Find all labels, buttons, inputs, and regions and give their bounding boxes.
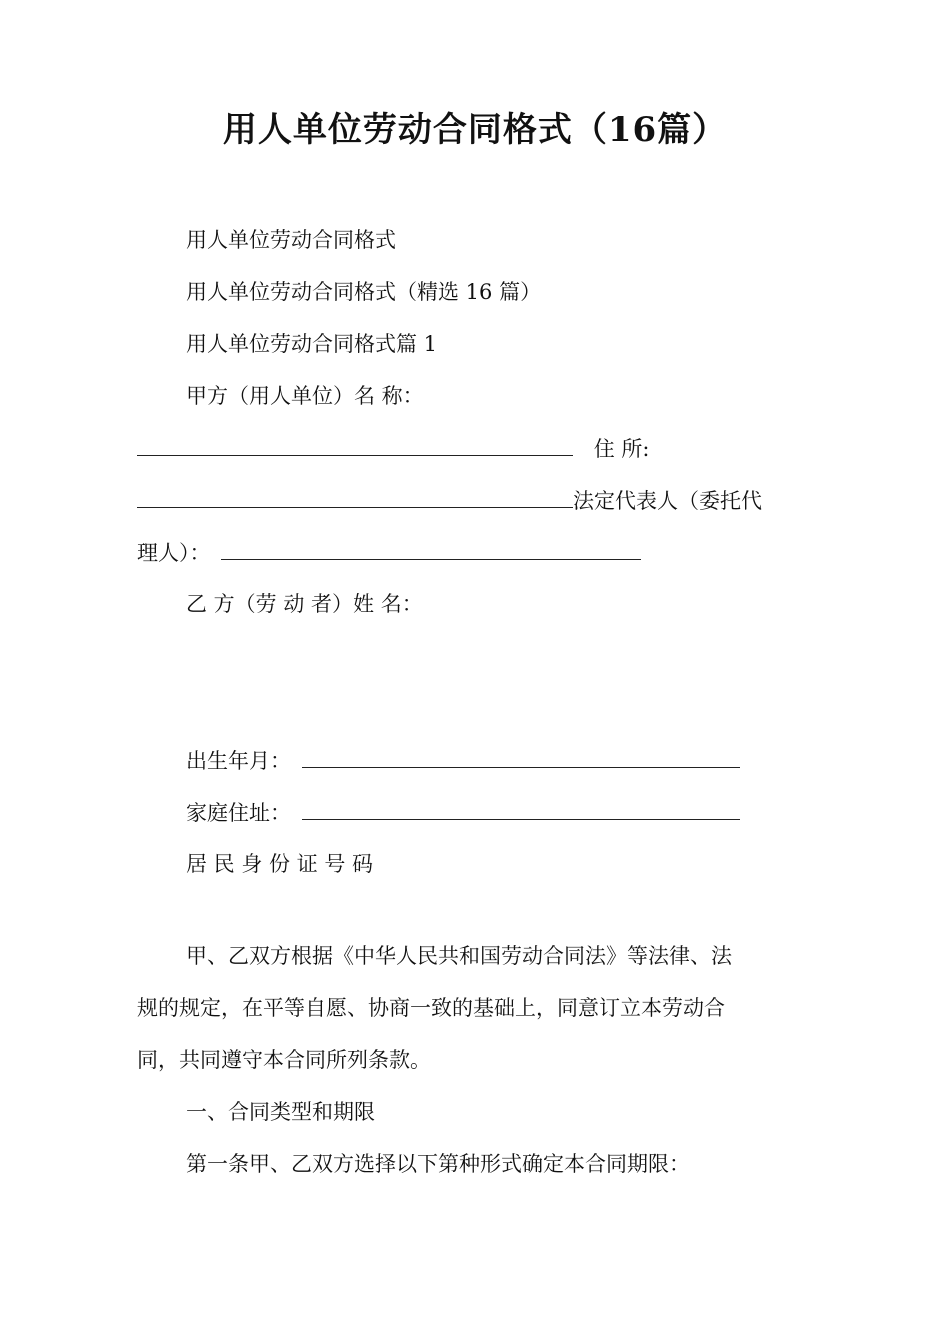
- section-heading-1: 一、合同类型和期限: [186, 1100, 375, 1124]
- article-1: 第一条甲、乙双方选择以下第种形式确定本合同期限：: [186, 1152, 690, 1176]
- paragraph-1-line-2: 规的规定，在平等自愿、协商一致的基础上，同意订立本劳动合: [137, 996, 725, 1020]
- legal-rep-label: 法定代表人（委托代: [573, 489, 762, 513]
- party-b-name-label: 乙 方（劳 动 者）姓 名：: [186, 592, 423, 616]
- home-blank: [302, 797, 740, 820]
- party-a-residence-row: [137, 433, 649, 464]
- residence-blank: [137, 485, 573, 508]
- legal-rep-continued-row: [137, 537, 641, 568]
- birth-label: 出生年月：: [186, 749, 291, 773]
- intro-line-1: 用人单位劳动合同格式: [186, 228, 396, 252]
- home-label: 家庭住址：: [186, 801, 291, 825]
- legal-rep-label-continued: 理人）：: [137, 541, 211, 565]
- legal-rep-row: [137, 485, 762, 516]
- document-title: 用人单位劳动合同格式（16篇）: [222, 110, 728, 150]
- residence-label: 住 所:: [593, 437, 650, 461]
- intro-line-2: 用人单位劳动合同格式（精选 16 篇）: [186, 280, 542, 304]
- party-a-name-blank: [137, 433, 573, 456]
- id-number-label: 居 民 身 份 证 号 码: [186, 852, 374, 876]
- paragraph-1-line-1: 甲、乙双方根据《中华人民共和国劳动合同法》等法律、法: [186, 944, 732, 968]
- birth-blank: [302, 745, 740, 768]
- intro-line-3: 用人单位劳动合同格式篇 1: [186, 332, 438, 356]
- legal-rep-blank: [221, 537, 641, 560]
- home-row: [186, 797, 740, 828]
- birth-row: [186, 745, 740, 776]
- paragraph-1-line-3: 同，共同遵守本合同所列条款。: [137, 1048, 431, 1072]
- party-a-name-label: 甲方（用人单位）名 称：: [186, 384, 424, 408]
